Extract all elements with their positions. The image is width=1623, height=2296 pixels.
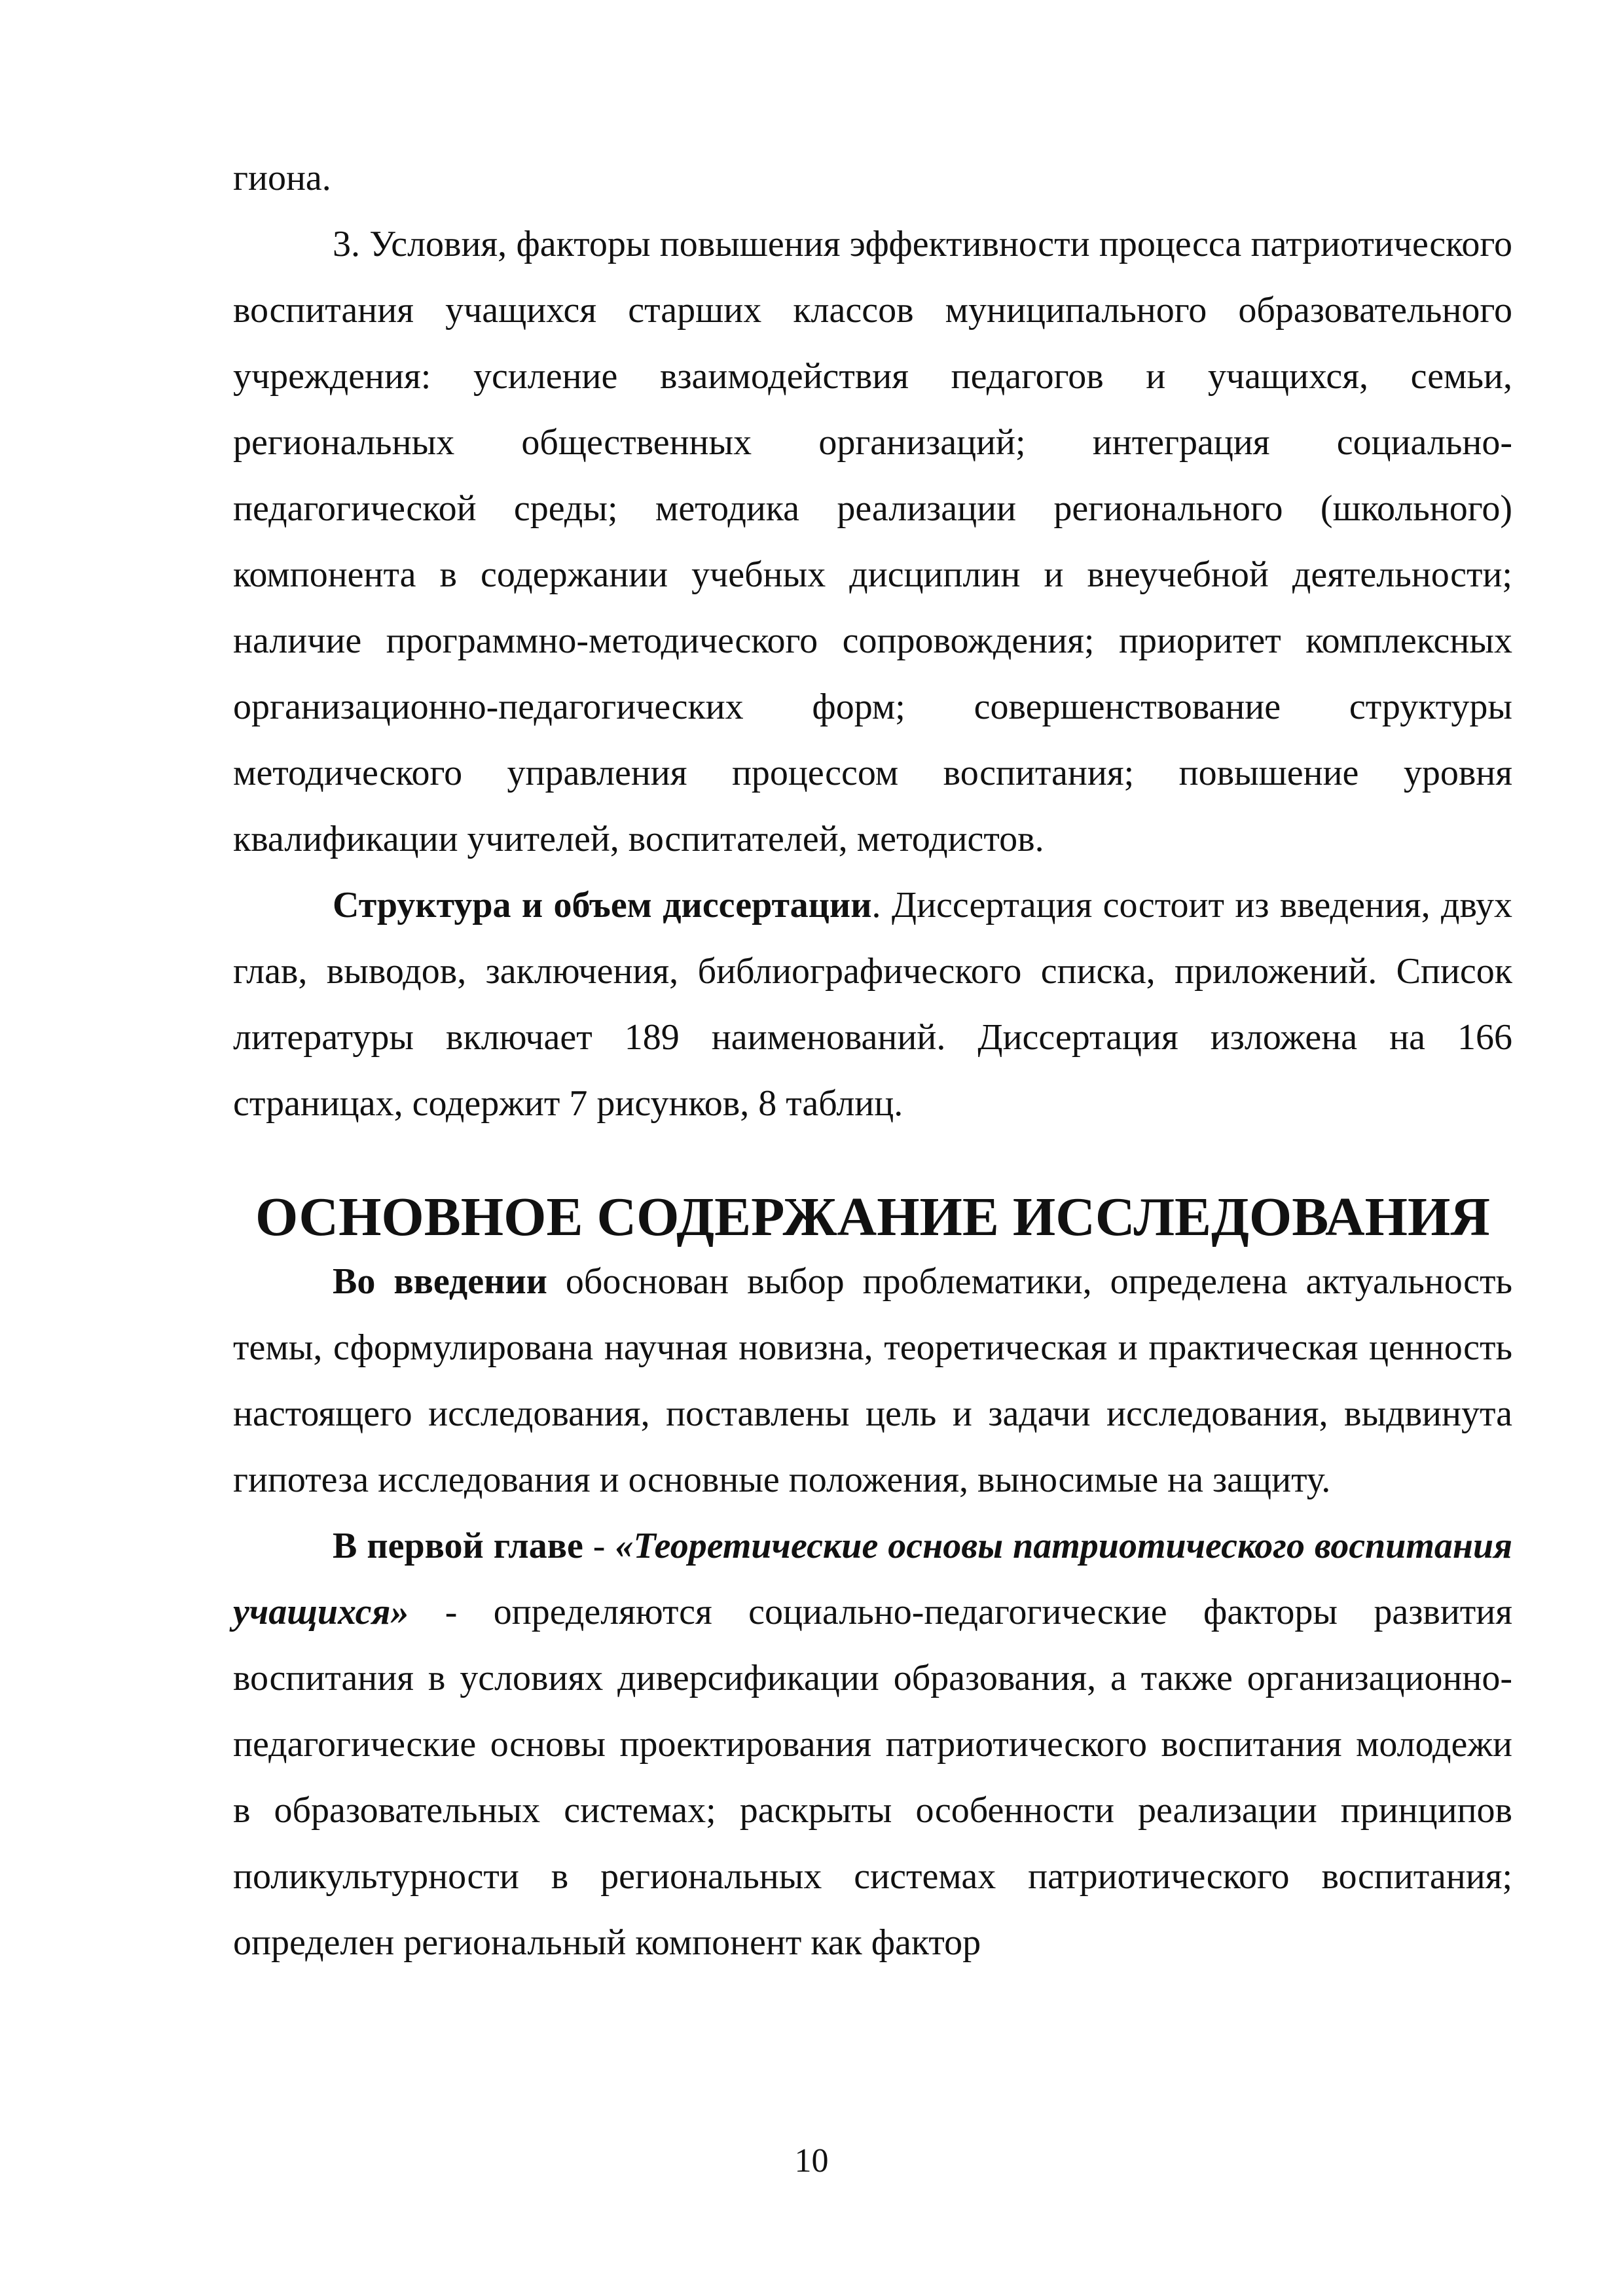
bold-run: Структура и объем диссертации [333,885,872,925]
text-run: гиона. [233,158,331,198]
bold-italic-run: «Теоретические основы патриотического воспитания учащихся» [233,1526,1512,1632]
bold-run: В первой главе [333,1526,583,1566]
bold-run: Во введении [333,1261,547,1302]
text-run: 3. Условия, факторы повышения эффективности процесса патриотического воспитания учащихся старших классов муниципального образовательного учреждения: усиление взаимодействия педагогов и учащихся, семьи, региональных общественных организаций; интеграция социально-педагогической среды; методика реализации регионального (школьного) компонента в содержании учебных дисциплин и внеучебной деятельности; наличие программно-методического сопровождения; приоритет комплексных организационно-педагогических форм; совершенствование структуры методического управления процессом воспитания; повышение уровня квалификации учителей, воспитателей, методистов. [233,224,1512,859]
text-run: обоснован выбор проблематики, определена актуальность темы, сформулирована научная новизна, теоретическая и практическая ценность настоящего исследования, поставлены цель и задачи исследования, выдвинута гипотеза исследования и основные положения, выносимые на защиту. [233,1261,1513,1500]
paragraph-first-chapter [233,1513,1512,1976]
body-text [233,145,1512,1976]
text-run: - [583,1526,615,1566]
text-run: - определяются социально-педагогические факторы развития воспитания в условиях диверсификации образования, а также организационно-педагогические основы проектирования патриотического воспитания молодежи в образовательных системах; раскрыты особенности реализации принципов поликультурности в региональных системах патриотического воспитания; определен региональный компонент как фактор [233,1592,1512,1963]
text-run: . Диссертация состоит из введения, двух глав, выводов, заключения, библиографического списка, приложений. Список литературы включает 189 наименований. Диссертация изложена на 166 страницах, содержит 7 рисунков, 8 таблиц. [233,885,1512,1124]
paragraph-structure-volume [233,872,1512,1137]
paragraph-conditions-factors [233,211,1512,872]
paragraph-introduction [233,1249,1512,1513]
paragraph-continuation [233,145,1512,211]
heading-text: ОСНОВНОЕ СОДЕРЖАНИЕ ИССЛЕДОВАНИЯ [255,1187,1490,1247]
section-heading [233,1137,1512,1249]
page-number: 10 [794,2142,829,2179]
